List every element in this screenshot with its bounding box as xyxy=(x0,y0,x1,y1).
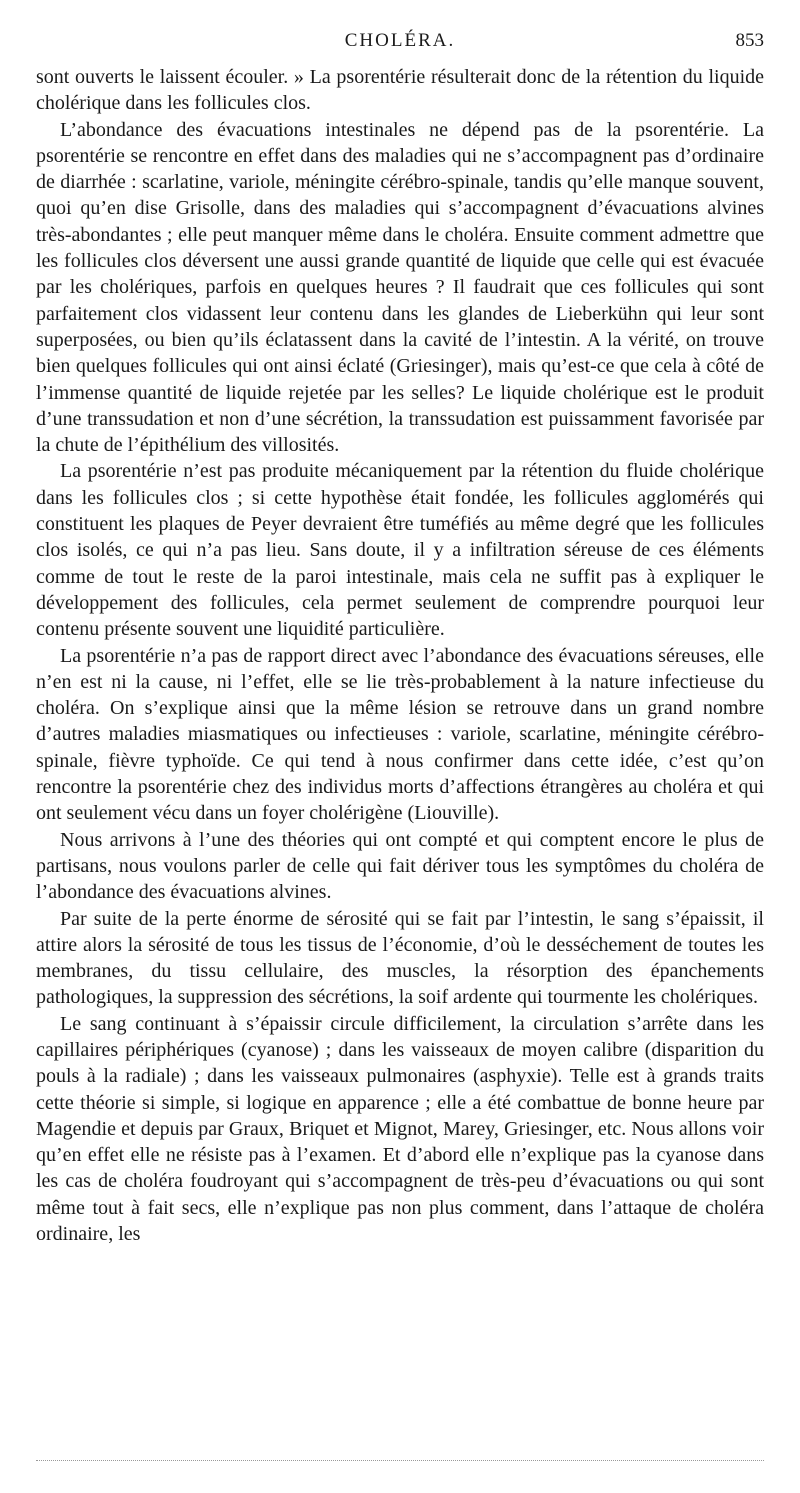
page-number: 853 xyxy=(735,30,764,51)
running-head xyxy=(36,30,764,56)
paragraph: L’abondance des évacuations intestinales ne dépend pas de la psorentérie. La psorentérie se rencontre en effet dans des maladies qui ne s’accompagnent pas d’ordinaire de diarrhée : scarlatine, variole, méningite cérébro-spinale, tandis qu’elle manque souvent, quoi qu’en dise Grisolle, dans des maladies qui s’accompagnent d’évacuations alvines très-abondantes ; elle peut manquer même dans le choléra. Ensuite comment admettre que les follicules clos déversent une aussi grande quantité de liquide que celle qui est évacuée par les cholériques, parfois en quelques heures ? Il faudrait que ces follicules qui sont parfaitement clos vidassent leur contenu dans les glandes de Lieberkühn qui leur sont superposées, ou bien qu’ils éclatassent dans la cavité de l’intestin. A la vérité, on trouve bien quelques follicules qui ont ainsi éclaté (Griesinger), mais qu’est-ce que cela à côté de l’immense quantité de liquide rejetée par les selles? Le liquide cholérique est le produit d’une transsudation et non d’une sécrétion, la transsudation est puissamment favorisée par la chute de l’épithélium des villosités. xyxy=(36,118,764,457)
footer-rule xyxy=(36,1460,764,1461)
body-text xyxy=(36,64,764,1247)
paragraph: Par suite de la perte énorme de sérosité qui se fait par l’intestin, le sang s’épaissit, il attire alors la sérosité de tous les tissus de l’économie, d’où le desséchement de toutes les membranes, du tissu cellulaire, des muscles, la résorption des épanchements pathologiques, la suppression des sécrétions, la soif ardente qui tourmente les cholériques. xyxy=(36,907,764,1009)
paragraph: La psorentérie n’est pas produite mécaniquement par la rétention du fluide cholérique dans les follicules clos ; si cette hypothèse était fondée, les follicules agglomérés qui constituent les plaques de Peyer devraient être tuméfiés au même degré que les follicules clos isolés, ce qui n’a pas lieu. Sans doute, il y a infiltration séreuse de ces éléments comme de tout le reste de la paroi intestinale, mais cela ne suffit pas à expliquer le développement des follicules, cela permet seulement de comprendre pourquoi leur contenu présente souvent une liquidité particulière. xyxy=(36,460,764,641)
paragraph: sont ouverts le laissent écouler. » La psorentérie résulterait donc de la rétention du liquide cholérique dans les follicules clos. xyxy=(36,66,764,115)
paragraph: Nous arrivons à l’une des théories qui ont compté et qui comptent encore le plus de partisans, nous voulons parler de celle qui fait dériver tous les symptômes du choléra de l’abondance des évacuations alvines. xyxy=(36,828,764,904)
paragraph: La psorentérie n’a pas de rapport direct avec l’abondance des évacuations séreuses, elle n’en est ni la cause, ni l’effet, elle se lie très-probablement à la nature infectieuse du choléra. On s’explique ainsi que la même lésion se retrouve dans un grand nombre d’autres maladies miasmatiques ou infectieuses : variole, scarlatine, méningite cérébro-spinale, fièvre typhoïde. Ce qui tend à nous confirmer dans cette idée, c’est qu’on rencontre la psorentérie chez des individus morts d’affections étrangères au choléra et qui ont seulement vécu dans un foyer cholérigène (Liouville). xyxy=(36,644,764,825)
running-title: CHOLÉRA. xyxy=(344,30,456,51)
paragraph: Le sang continuant à s’épaissir circule difficilement, la circulation s’arrête dans les capillaires périphériques (cyanose) ; dans les vaisseaux de moyen calibre (disparition du pouls à la radiale) ; dans les vaisseaux pulmonaires (asphyxie). Telle est à grands traits cette théorie si simple, si logique en apparence ; elle a été combattue de bonne heure par Magendie et depuis par Graux, Briquet et Mignot, Marey, Griesinger, etc. Nous allons voir qu’en effet elle ne résiste pas à l’examen. Et d’abord elle n’explique pas la cyanose dans les cas de choléra foudroyant qui s’accompagnent de très-peu d’évacuations ou qui sont même tout à fait secs, elle n’explique pas non plus comment, dans l’attaque de choléra ordinaire, les xyxy=(36,1012,764,1246)
